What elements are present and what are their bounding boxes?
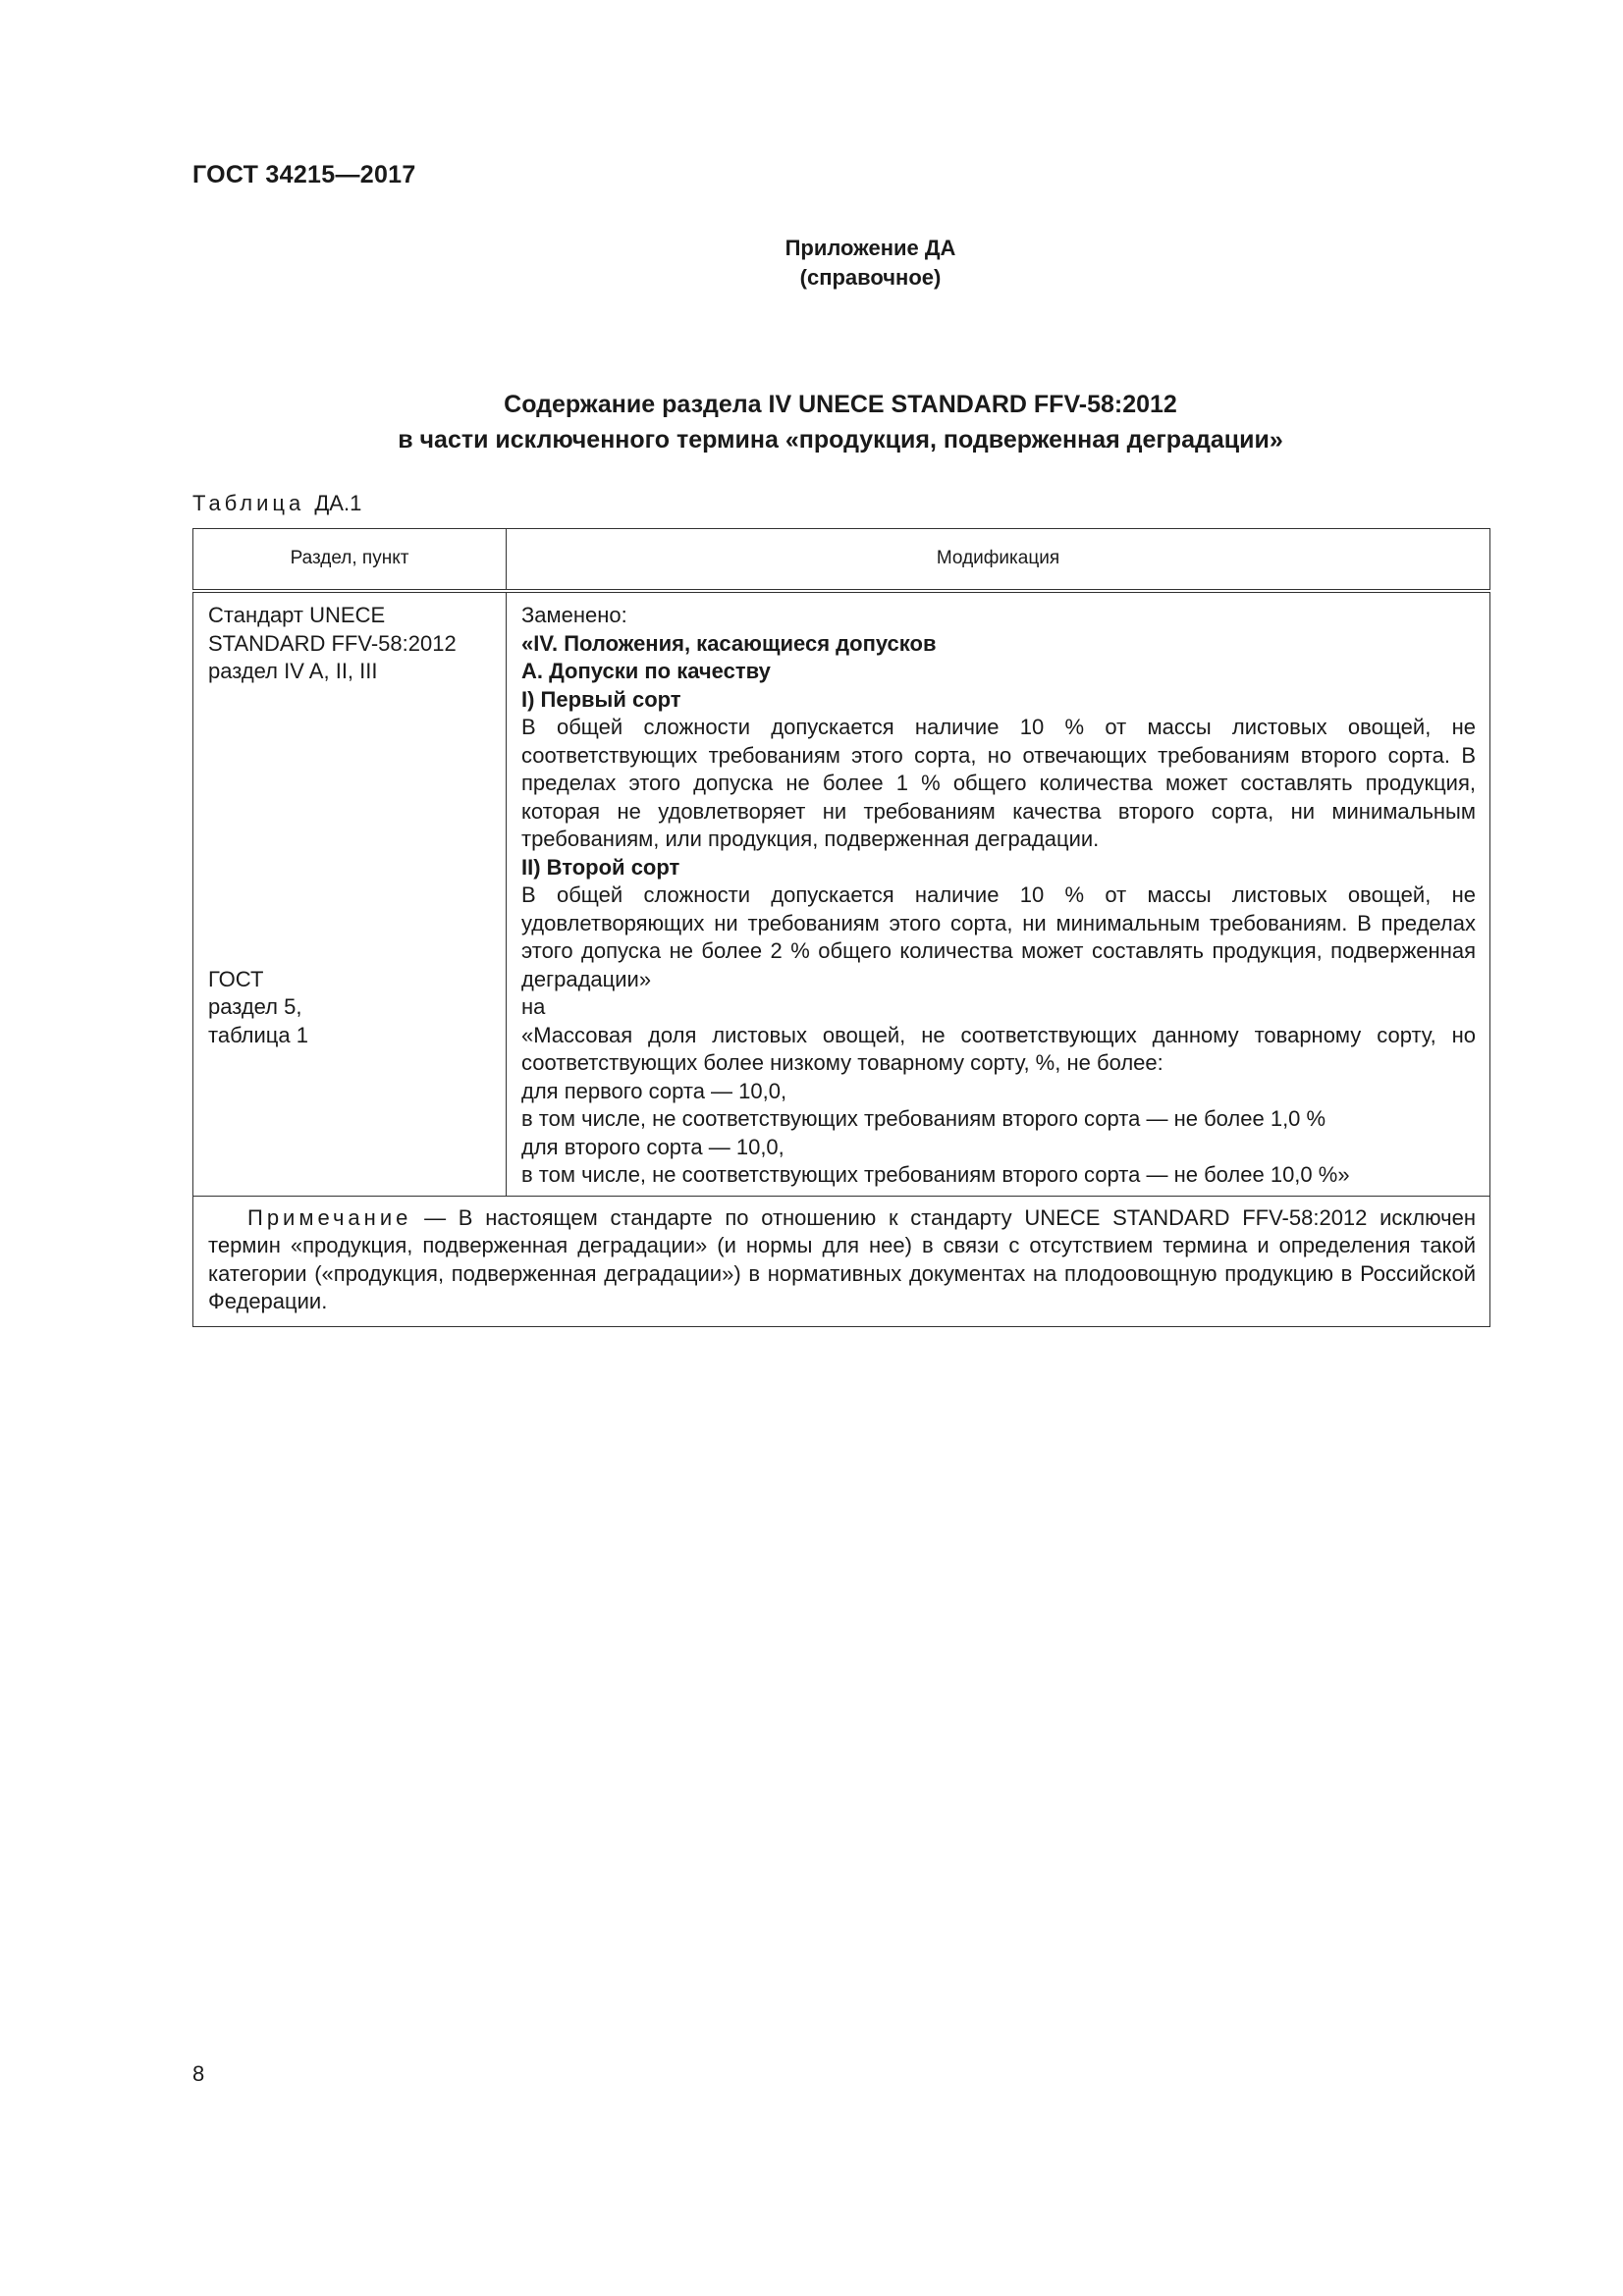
replaced-label: Заменено: xyxy=(521,603,627,627)
note-label: Примечание xyxy=(247,1204,412,1230)
note-text: — В настоящем стандарте по отношению к стандарту UNECE STANDARD FFV-58:2012 исключен термин «продукция, подверженная деградации» (и нормы для нее) в связи с отсутствием термина и определения такой категории («продукция, подверженная деградации») в нормативных документах на плодоовощную продукцию в Российской Федерации. xyxy=(208,1204,1476,1313)
annex-type: (справочное) xyxy=(799,265,942,290)
paragraph-new: «Массовая доля листовых овощей, не соответствующих данному товарному сорту, но соответствующих более низкому товарному сорту, %, не более: xyxy=(521,1022,1476,1075)
title-line-2: в части исключенного термина «продукция, подверженная деградации» xyxy=(398,426,1283,454)
annex-title: Приложение ДА xyxy=(784,236,956,260)
list-line: для первого сорта — 10,0, xyxy=(521,1078,787,1103)
table-caption-word: Таблица xyxy=(192,491,305,515)
section-line: таблица 1 xyxy=(208,1022,308,1047)
heading-a: A. Допуски по качеству xyxy=(521,659,771,683)
section-line: STANDARD FFV-58:2012 xyxy=(208,630,457,656)
modification-cell xyxy=(507,591,1490,1196)
table-header-row xyxy=(193,529,1490,592)
table-caption-number: ДА.1 xyxy=(314,491,362,515)
annex-heading xyxy=(0,234,1623,293)
list-line: для второго сорта — 10,0, xyxy=(521,1134,784,1159)
note-cell xyxy=(193,1196,1490,1326)
heading-first-grade: I) Первый сорт xyxy=(521,686,681,712)
section-line: ГОСТ xyxy=(208,966,264,991)
section-cell xyxy=(193,591,507,1196)
table-caption xyxy=(192,491,361,516)
table-row xyxy=(193,591,1490,1196)
paragraph-first-grade: В общей сложности допускается наличие 10 % от массы листовых овощей, не соответствующих требованиям этого сорта, но отвечающих требованиям второго сорта. В пределах этого допуска не более 1 % общего количества может составлять продукция, которая не удовлетворяет ни требованиям качества второго сорта, ни минимальным требованиям, или продукция, подверженная деградации. xyxy=(521,715,1476,851)
page-title xyxy=(192,387,1488,457)
section-line: раздел IV A, II, III xyxy=(208,659,378,683)
list-line: в том числе, не соответствующих требованиям второго сорта — не более 1,0 % xyxy=(521,1106,1326,1131)
document-id: ГОСТ 34215—2017 xyxy=(192,161,416,188)
spacer xyxy=(208,686,496,966)
note-row xyxy=(193,1196,1490,1326)
on-label: на xyxy=(521,994,546,1019)
title-line-1: Содержание раздела IV UNECE STANDARD FFV-58:2012 xyxy=(504,391,1177,418)
paragraph-second-grade: В общей сложности допускается наличие 10 % от массы листовых овощей, не удовлетворяющих ни требованиям этого сорта, ни минимальным требованиям. В пределах этого допуска не более 2 % общего количества может составлять продукция, подверженная деградации» xyxy=(521,882,1476,991)
heading-second-grade: II) Второй сорт xyxy=(521,854,680,880)
heading-iv: «IV. Положения, касающиеся допусков xyxy=(521,630,937,656)
page-number: 8 xyxy=(192,2061,205,2086)
section-line: раздел 5, xyxy=(208,994,302,1019)
header-modification: Модификация xyxy=(507,529,1490,592)
section-line: Стандарт UNECE xyxy=(208,603,386,627)
header-section: Раздел, пункт xyxy=(193,529,507,592)
list-line: в том числе, не соответствующих требованиям второго сорта — не более 10,0 %» xyxy=(521,1162,1350,1187)
modification-table xyxy=(192,528,1490,1327)
